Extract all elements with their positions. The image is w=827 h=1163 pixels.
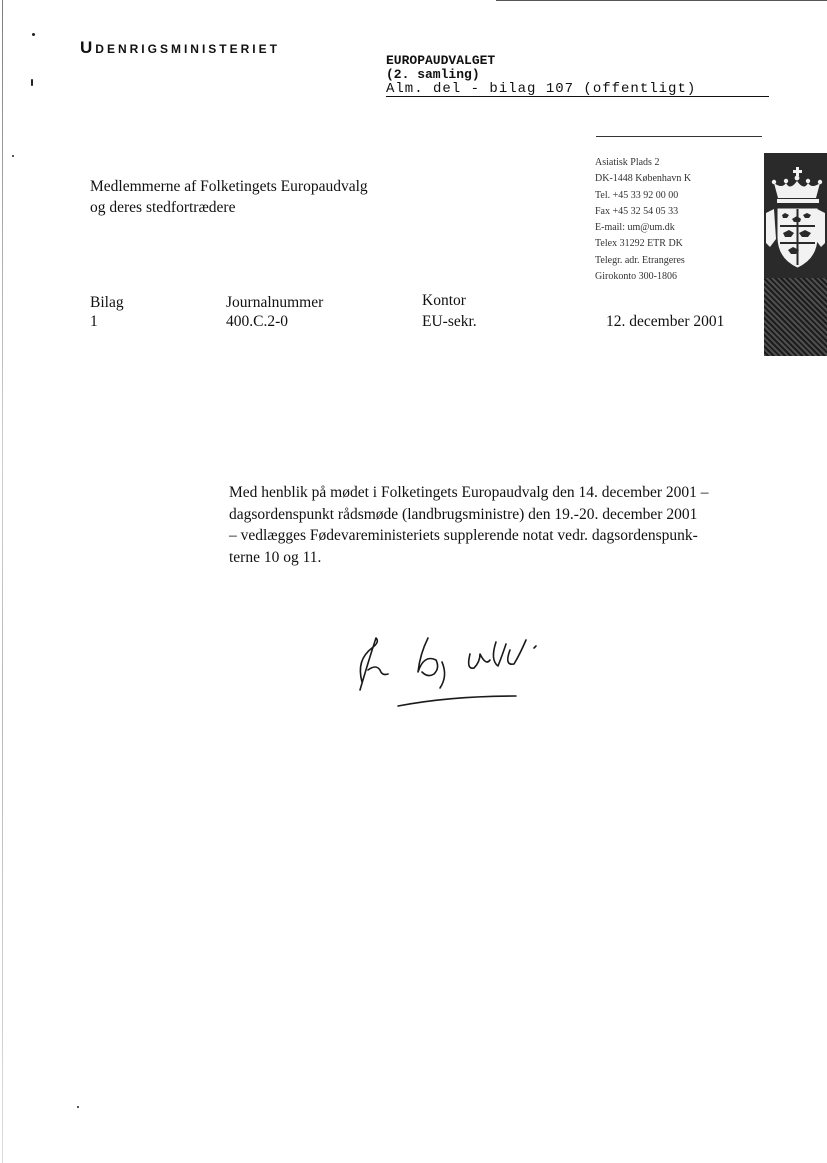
scan-speck	[77, 1106, 79, 1108]
recipient-line-1: Medlemmerne af Folketingets Europaudvalg	[90, 178, 368, 195]
bilag-label: Bilag	[90, 294, 124, 311]
stamp-session: (2. samling)	[386, 67, 480, 82]
address-giro: Girokonto 300-1806	[595, 271, 677, 283]
letter-date: 12. december 2001	[606, 313, 725, 330]
journal-label: Journalnummer	[226, 294, 324, 311]
crest-icon	[764, 153, 827, 278]
address-telex: Telex 31292 ETR DK	[595, 238, 683, 250]
recipient-line-2: og deres stedfortrædere	[90, 199, 236, 216]
address-phone: Tel. +45 33 92 00 00	[595, 189, 679, 201]
address-rule	[596, 136, 762, 137]
scan-speck	[12, 155, 14, 157]
scan-edge	[2, 0, 3, 1163]
kontor-label: Kontor	[422, 292, 466, 309]
crest-scan-noise	[764, 278, 827, 356]
letter-body	[229, 482, 774, 568]
crest-strip	[764, 153, 827, 356]
address-fax: Fax +45 32 54 05 33	[595, 205, 679, 217]
body-line-1: Med henblik på mødet i Folketingets Europaudvalg den 14. december 2001 –	[229, 484, 709, 501]
scan-top-line	[496, 0, 827, 1]
kontor-value: EU-sekr.	[422, 313, 477, 330]
address-telegram: Telegr. adr. Etrangeres	[595, 254, 685, 266]
body-line-4: terne 10 og 11.	[229, 548, 322, 566]
scan-speck	[32, 33, 35, 36]
address-email: E-mail: um@um.dk	[595, 222, 675, 234]
body-line-2: dagsordenspunkt rådsmøde (landbrugsministre) den 19.-20. december 2001	[229, 505, 698, 523]
stamp-committee: EUROPAUDVALGET	[386, 53, 496, 68]
stamp-reference: Alm. del - bilag 107 (offentligt)	[386, 82, 769, 97]
committee-stamp	[386, 54, 769, 97]
scan-speck	[31, 79, 33, 86]
signature-icon	[340, 620, 570, 720]
body-line-3: – vedlægges Fødevareministeriets supplerende notat vedr. dagsordenspunk-	[229, 527, 698, 544]
address-city: DK-1448 København K	[595, 173, 692, 185]
journal-value: 400.C.2-0	[226, 313, 288, 330]
recipient-block	[90, 176, 368, 218]
address-street: Asiatisk Plads 2	[595, 157, 660, 168]
ministry-name: Udenrigsministeriet	[80, 38, 280, 57]
bilag-value: 1	[90, 313, 98, 330]
ministry-address	[595, 155, 691, 285]
